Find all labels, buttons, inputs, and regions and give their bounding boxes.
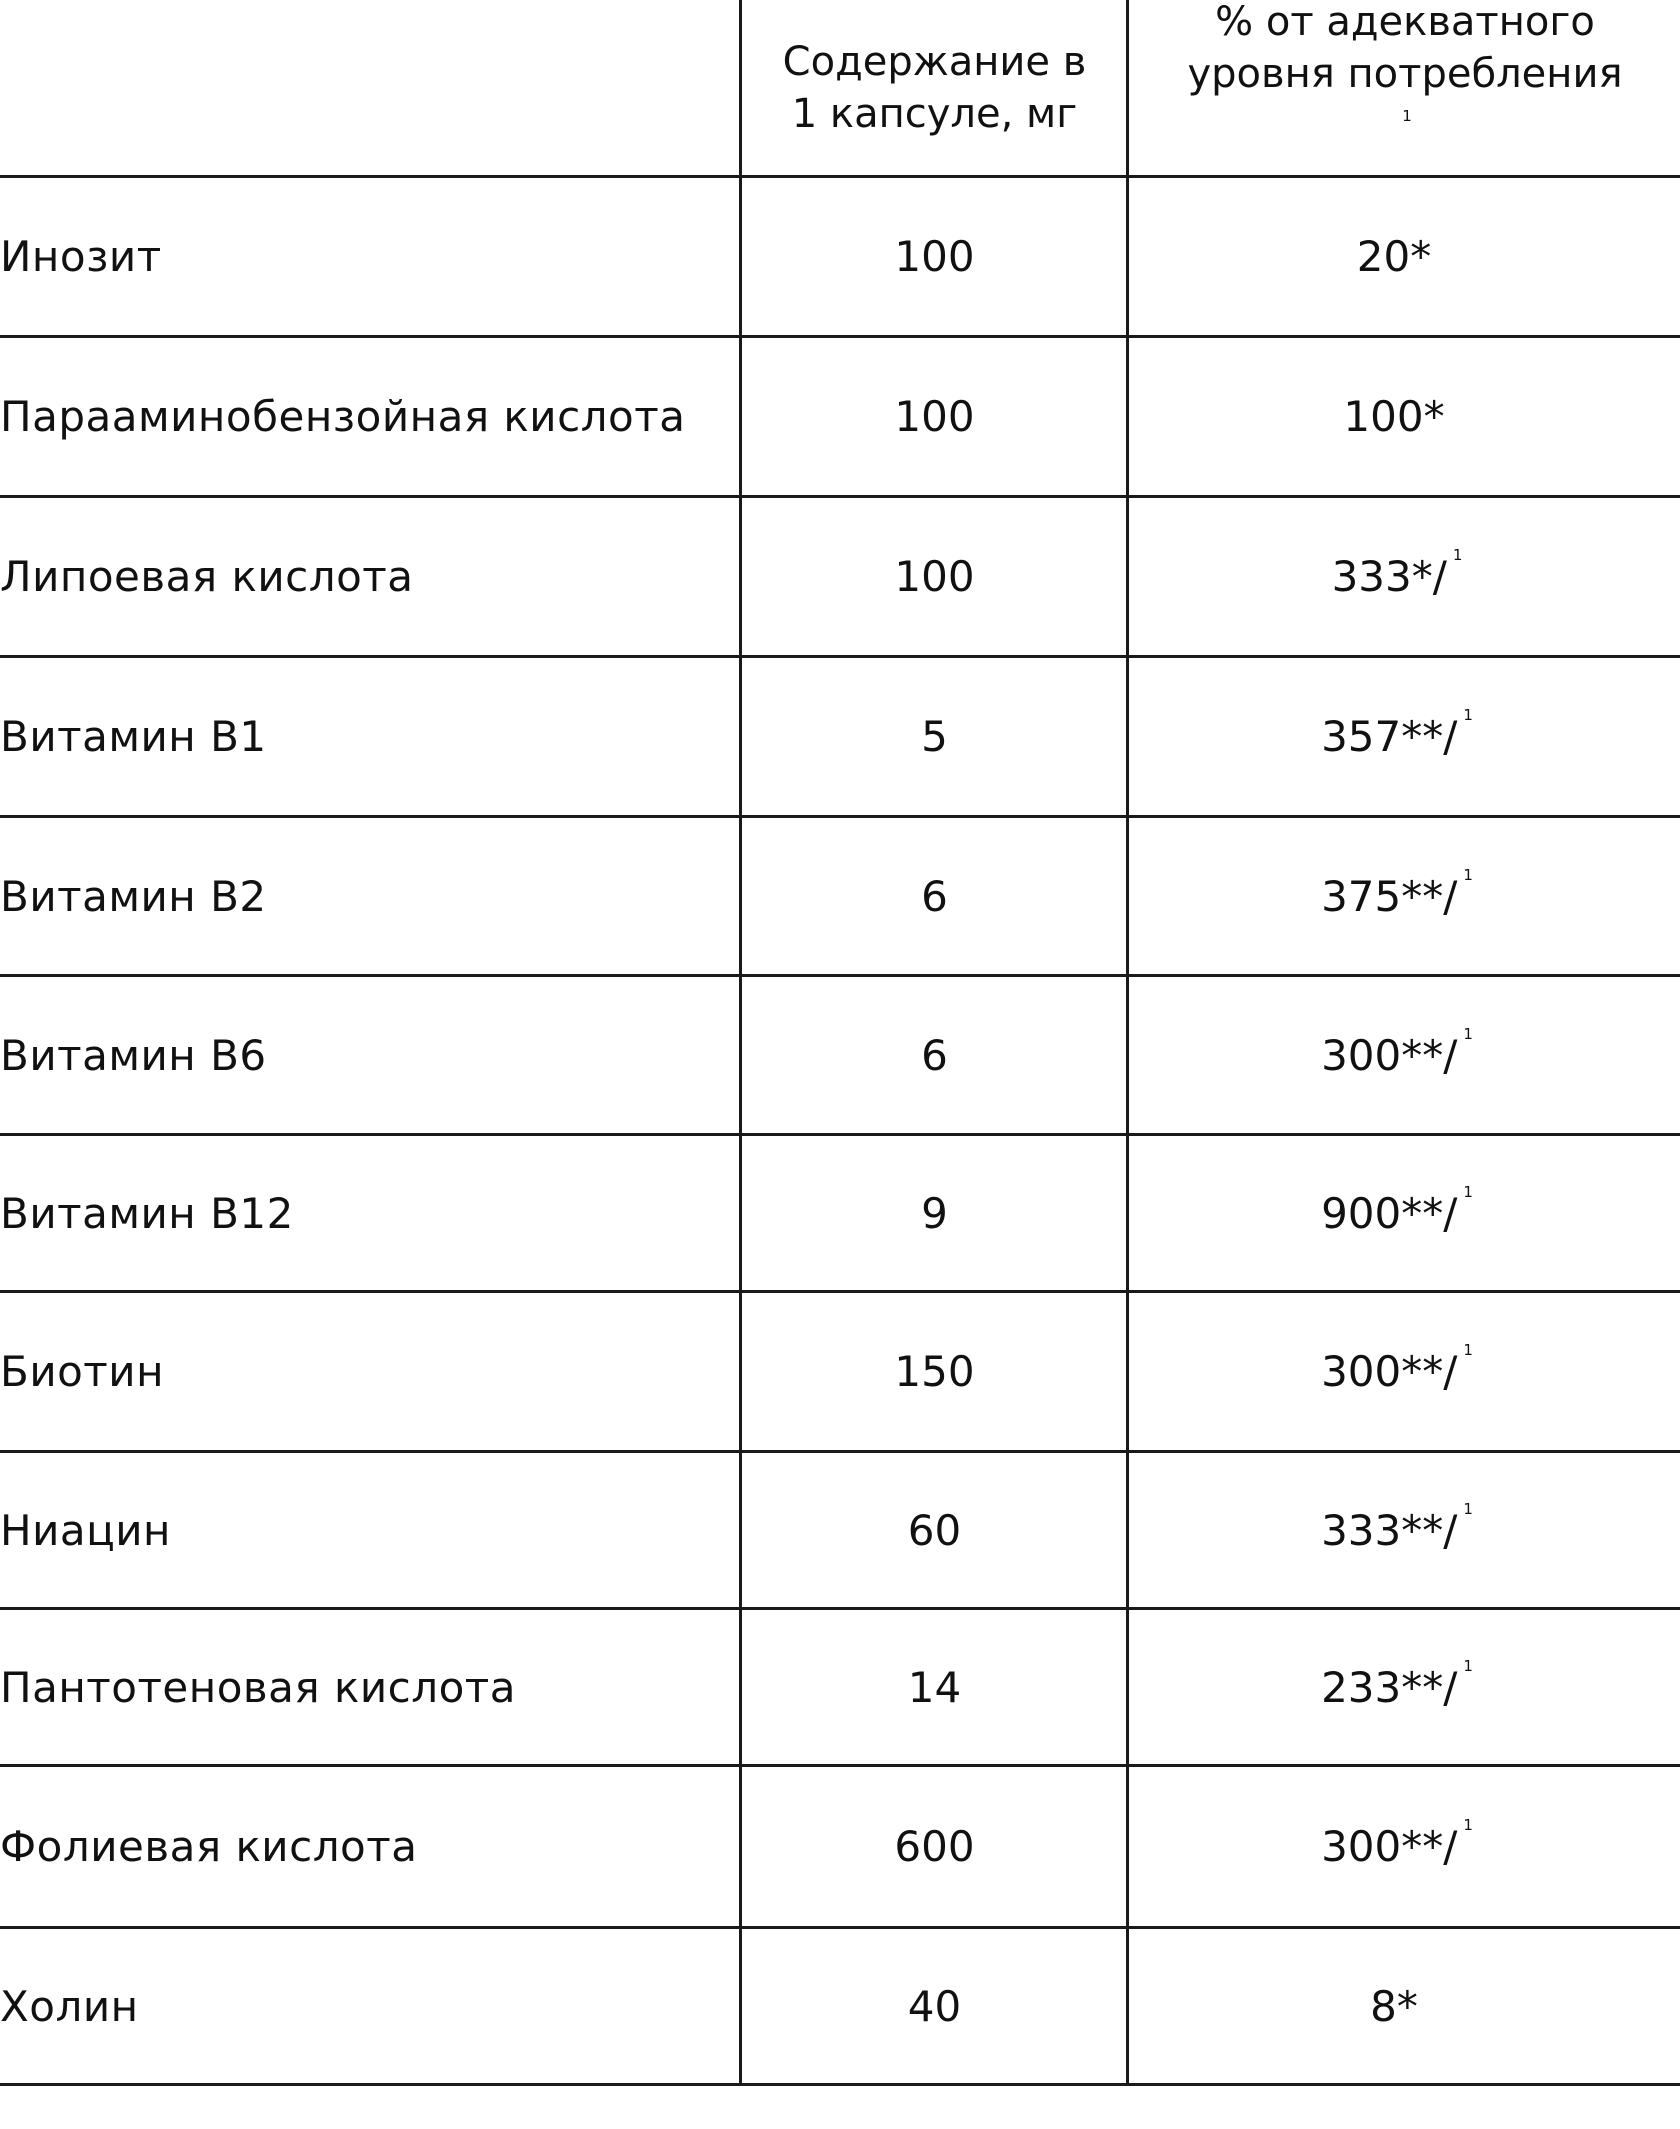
nutrient-pct: 900**/ xyxy=(1321,1188,1458,1238)
nutrient-pct: 300**/ xyxy=(1321,1347,1458,1396)
nutrient-pct: 357**/ xyxy=(1321,712,1458,761)
nutrient-amount: 14 xyxy=(907,1662,962,1712)
footnote-marker: 1 xyxy=(1463,865,1473,884)
nutrient-amount: 100 xyxy=(894,392,975,441)
table-header-row xyxy=(0,0,1680,175)
nutrient-pct-cell xyxy=(1130,1610,1680,1764)
nutrient-name: Витамин В12 xyxy=(0,1188,294,1238)
nutrient-pct-cell xyxy=(1130,498,1680,655)
nutrient-name: Витамин В1 xyxy=(0,712,267,761)
nutrient-amount: 6 xyxy=(921,1030,948,1080)
header-pct-line2-wrap xyxy=(1130,48,1680,152)
nutrient-pct: 333**/ xyxy=(1321,1505,1458,1555)
header-pct-line2: уровня потребления xyxy=(1187,50,1623,97)
header-pct-cell xyxy=(1130,0,1680,175)
nutrient-pct: 233**/ xyxy=(1321,1662,1458,1712)
header-pct-line1: % от адекватного xyxy=(1215,0,1595,45)
nutrient-pct: 8* xyxy=(1370,1981,1418,2031)
nutrient-amount: 60 xyxy=(907,1505,962,1555)
table-row xyxy=(0,178,1680,335)
table-row xyxy=(0,498,1680,655)
nutrient-amount: 100 xyxy=(894,232,975,281)
nutrient-name: Инозит xyxy=(0,232,162,281)
nutrient-pct: 20* xyxy=(1356,232,1432,281)
nutrient-pct-cell xyxy=(1130,338,1680,495)
nutrient-pct: 375**/ xyxy=(1321,871,1458,921)
footnote-marker: 1 xyxy=(1402,106,1412,125)
nutrient-pct-cell xyxy=(1130,1453,1680,1607)
footnote-marker: 1 xyxy=(1463,1499,1473,1518)
nutrient-name: Липоевая кислота xyxy=(0,552,414,601)
nutrient-pct-cell xyxy=(1130,1767,1680,1926)
footnote-marker: 1 xyxy=(1463,1024,1473,1043)
footnote-marker: 1 xyxy=(1463,706,1473,724)
header-amount-line1: Содержание в xyxy=(782,38,1087,85)
header-amount-cell xyxy=(741,0,1128,175)
header-name-cell xyxy=(0,0,738,175)
nutrient-name: Витамин В6 xyxy=(0,1030,267,1080)
table-row xyxy=(0,1293,1680,1450)
table-row xyxy=(0,818,1680,974)
nutrient-amount: 100 xyxy=(894,552,975,601)
footnote-marker: 1 xyxy=(1463,1182,1473,1201)
footnote-marker: 1 xyxy=(1463,1341,1473,1359)
nutrient-amount: 9 xyxy=(921,1188,948,1238)
footnote-marker: 1 xyxy=(1463,1816,1473,1834)
nutrient-pct-cell xyxy=(1130,977,1680,1133)
nutrient-pct: 333*/ xyxy=(1331,552,1447,601)
table-row xyxy=(0,338,1680,495)
table-row xyxy=(0,1136,1680,1290)
nutrient-name: Парааминобензойная кислота xyxy=(0,392,686,441)
nutrient-pct-cell xyxy=(1130,1293,1680,1450)
table-row xyxy=(0,977,1680,1133)
nutrient-amount: 150 xyxy=(894,1347,975,1396)
nutrient-pct-cell xyxy=(1130,1929,1680,2083)
nutrient-pct-cell xyxy=(1130,818,1680,974)
nutrient-name: Ниацин xyxy=(0,1505,171,1555)
row-divider xyxy=(0,2083,1680,2086)
nutrient-pct: 300**/ xyxy=(1321,1030,1458,1080)
nutrient-name: Фолиевая кислота xyxy=(0,1822,418,1871)
table-row xyxy=(0,1610,1680,1764)
header-amount-line2: 1 капсуле, мг xyxy=(791,90,1078,137)
nutrient-name: Холин xyxy=(0,1981,139,2031)
footnote-marker: 1 xyxy=(1452,546,1463,564)
nutrient-pct-cell xyxy=(1130,1136,1680,1290)
table-row xyxy=(0,1767,1680,1926)
footnote-marker: 1 xyxy=(1463,1656,1473,1675)
nutrient-amount: 600 xyxy=(894,1822,975,1871)
nutrient-pct: 100* xyxy=(1343,392,1445,441)
nutrient-pct-cell xyxy=(1130,658,1680,815)
nutrient-name: Пантотеновая кислота xyxy=(0,1662,517,1712)
table-row xyxy=(0,658,1680,815)
nutrient-pct: 300**/ xyxy=(1321,1822,1458,1871)
nutrient-amount: 6 xyxy=(921,871,948,921)
table-row xyxy=(0,1929,1680,2083)
nutrient-name: Витамин В2 xyxy=(0,871,267,921)
table-row xyxy=(0,1453,1680,1607)
nutrient-amount: 5 xyxy=(921,712,948,761)
nutrient-amount: 40 xyxy=(907,1981,962,2031)
nutrient-name: Биотин xyxy=(0,1347,165,1396)
nutrient-pct-cell xyxy=(1130,178,1680,335)
